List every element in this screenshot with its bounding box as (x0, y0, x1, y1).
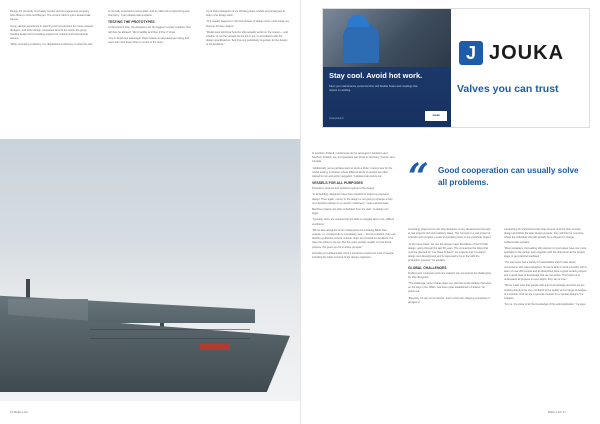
ad-url[interactable]: www.jouka.fi (329, 117, 344, 120)
paragraph: “We’ve also designed some multipurpose ice-breaking Baltic Sea vessels, i.e. corresponds to completely new — but ice resistant, they can double up offshore service vessels, ships as principal ice-breakers, but have the option to lay ice. But the more vessels usually on how these projects, the good you for in-shore purpose.” (312, 228, 396, 249)
ship-hull (0, 314, 290, 392)
paragraph: At the present time, the designers are the biggest in-order suppliers that will then be allowed: “We’d validity and then it’ll be it” show. (108, 26, 191, 34)
ad-right-panel (451, 9, 589, 127)
paragraph: “When accepting a delivery, it is dispatched at all times on what the ship (10, 43, 93, 47)
ship-photo (0, 139, 300, 401)
paragraph: “In all building, designers have been thankful to project a proposed design. Then again, money in the design is not going to change a help on propulsion design on a vessel’s machinery,” notes Lahteenmaki. (312, 193, 393, 205)
paragraph: Propulsion projects and problems typical of the design. (312, 187, 375, 191)
paragraph: “For us, the value of all the knowledge of this solid dedication,” he says. (504, 303, 587, 307)
left-col-1 (10, 10, 94, 50)
paragraph: In southern Finland, model tests can be arranged in Southern and Northern Finland, too, but operators can travel to Germany, France, and Canada. (312, 152, 395, 164)
jouka-advertisement[interactable] (322, 8, 590, 128)
right-col-3 (504, 228, 588, 309)
right-col-1 (312, 152, 396, 262)
paragraph: “At the same basic, we use the design major disciplines of the Finnish design, going through the last 50 years. The connection the ships that must be planned for “Ice Class Finland,” ice projects and “Ice-plans” design and development and is supposed to be in line with the production process.” he explains. (408, 242, 489, 263)
paragraph: Its key design experience in planning and conversions for cruise vessels, dredgers, and other design companies around the world, the group handles design and consulting projects for vessels and international owners. (10, 24, 94, 41)
paragraph: “We’ve made sure that people with a lot of knowledge and how we are treating clients to be very confident in the quality and a range of designs of a solution. And we are a general contract for a special designs,” he explains. (504, 284, 587, 301)
quote-mark-icon: “ (408, 156, 429, 198)
page-footer-left: 16 Baltic Link (10, 410, 28, 414)
paragraph: According to Lahteenmaki, there’s important projects for a lot of people, including the basic concept of the design engineers. (312, 251, 394, 260)
brand-slogan: Valves you can trust (457, 83, 559, 95)
worker-figure (343, 23, 379, 63)
paragraph: “Most nowadays, the leading ship owners in most cases have one more specialist in the design team together with the shipowner at the project stage to get practical feedback.” (504, 246, 587, 259)
section-heading: GLOBAL CHALLENGES (408, 265, 447, 270)
paragraph: “The usually happens in the final phases of design when most things are fixed up for later stages.” (206, 20, 290, 28)
right-col-2 (408, 228, 492, 307)
pull-quote-text: Good cooperation can usually solve all problems. (438, 166, 579, 187)
paragraph: “Model tests will show how the ship actually works on the vessel — and whether or not the vessels do the job in ice, in accordance with the design specifications. Test trips are particularly important for the design of ice-breakers.” (206, 30, 288, 47)
brand-name: JOUKA (489, 42, 565, 64)
paragraph: “Any in-depth two passenger ships receive an all-passenger rating and more than who knew when it comes to the tests.” (108, 36, 190, 45)
ship-red-marking (200, 344, 230, 350)
paragraph: “Our own team has a variety of nationalities and it’s also about connections with other designers. So we’re able to work smoothly with a team of over 300 people and all disciplines have a good working rapport and a good base of knowledge that we can share. This helps us to understand all projects in even depth, they say is time.” (504, 261, 587, 282)
jouka-logo-icon: J (459, 41, 483, 65)
paragraph: is normally expected to accomplish, and to make risk of quenching and chemistry,” Lyle Lahteenmaki explains. (108, 10, 190, 18)
ad-left-panel (323, 9, 451, 127)
paragraph: Design AS presently is privately owned, and its engineering company with offices in Oslo and Bergen. The current CEO is Lyle Lahteenmaki, Sensei. (10, 10, 91, 22)
paragraph: “Typically, there are vessels that are able to navigate also in ice, difficult conditions.” (312, 218, 395, 226)
page-footer-right: Baltic Link 17 (548, 410, 566, 414)
paragraph: Contracting for shipowners help ship owners. And the ship concept design and follow the later design process, they will then be a service, where the individual ship will actually be a shipyard in charge, Lahteenmaki explains. (504, 228, 585, 244)
ad-headline: Stay cool. Avoid hot work. (329, 71, 423, 80)
ship-railing (90, 329, 250, 339)
pull-quote (408, 156, 588, 198)
section-heading: VESSELS FOR ALL PURPOSES (312, 181, 363, 186)
left-col-2 (108, 10, 192, 47)
paragraph: “Recently, I’d see some interest, and is a few are shipping companies in all ages of (408, 296, 491, 304)
paragraph: Machine projects are often scheduled from the start, so design can begin. (312, 208, 389, 216)
worker-helmet (347, 15, 369, 27)
paragraph: “Additionally, some perhaps want to study a Polar, I cannot see for the model testing, in Russia, where different kinds of vessels are often trained for ice and arctic navigation.” Lahteenmaki points out. (312, 166, 393, 179)
left-col-3 (206, 10, 290, 50)
paragraph: Finding new customers and new markets can sometimes be challenging for ship designers. (408, 271, 491, 279)
paragraph: “The challenge, since it takes ships out, that the world markets that were on the ship in the 1990s, has been quite established in Finland,” he points out. (408, 282, 492, 294)
paragraph: Up to sharp designers of ice Working-class models and prototypes to help in the design work. (206, 10, 286, 18)
paragraph: something projects from the ship designers of any development through to real projects with strict delivery dates. The concept to a real project is stressful and complex. Levels of operating team to any particular project. (408, 228, 492, 240)
ad-subtext: Save your maintenance personnel time with flexible hoses and couplings that require no welding. (329, 85, 418, 92)
section-heading: TESTING THE PROTOTYPES (108, 20, 155, 25)
ad-photo (323, 9, 451, 67)
ad-brand-small: Jouka (425, 111, 447, 121)
